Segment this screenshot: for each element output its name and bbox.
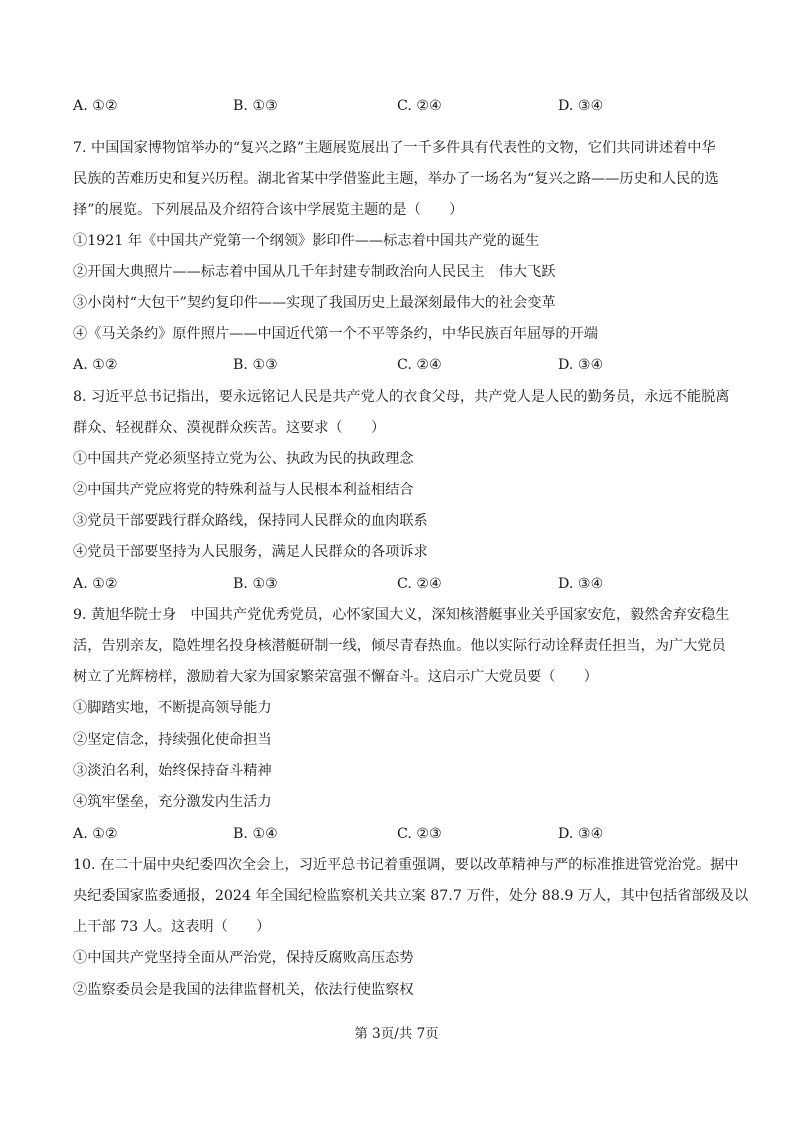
option-b: B. ①③ xyxy=(233,576,278,592)
option-b: B. ①④ xyxy=(233,826,278,842)
option-c: C. ②③ xyxy=(397,826,442,842)
page-footer: 第 3页/共 7页 xyxy=(354,1026,439,1042)
question-stem-line: 8. 习近平总书记指出，要永远铭记人民是共产党人的衣食父母，共产党人是人民的勤务员，永远不能脱离 xyxy=(73,389,730,405)
statement-3: ③淡泊名利，始终保持奋斗精神 xyxy=(73,763,272,779)
question-stem-line: 央纪委国家监委通报，2024 年全国纪检监察机关共立案 87.7 万件，处分 88.9 万人，其中包括省部级及以 xyxy=(73,888,749,904)
statement-1: ①脚踏实地，不断提高领导能力 xyxy=(73,700,272,716)
statement-1: ①中国共产党必须坚持立党为公、执政为民的执政理念 xyxy=(73,451,414,467)
question-stem-line: 7. 中国国家博物馆举办的“复兴之路”主题展览展出了一千多件具有代表性的文物，它们共同讲述着中华 xyxy=(73,140,716,156)
option-b: B. ①③ xyxy=(233,98,278,114)
option-c: C. ②④ xyxy=(397,98,442,114)
question-stem-line: 择”的展览。下列展品及介绍符合该中学展览主题的是（ ） xyxy=(73,202,464,218)
option-c: C. ②④ xyxy=(397,357,442,373)
question-stem-line: 9. 黄旭华院士身 中国共产党优秀党员，心怀家国大义，深知核潜艇事业关乎国家安危，毅然舍弃安稳生 xyxy=(73,607,730,623)
option-a: A. ①② xyxy=(73,98,118,114)
statement-3: ③党员干部要践行群众路线，保持同人民群众的血肉联系 xyxy=(73,513,428,529)
question-stem-line: 上干部 73 人。这表明（ ） xyxy=(73,919,271,935)
statement-2: ②坚定信念，持续强化使命担当 xyxy=(73,732,272,748)
statement-3: ③小岗村“大包干”契约复印件——实现了我国历史上最深刻最伟大的社会变革 xyxy=(73,295,556,311)
option-d: D. ③④ xyxy=(558,826,604,842)
statement-2: ②中国共产党应将党的特殊利益与人民根本利益相结合 xyxy=(73,482,414,498)
statement-1: ①1921 年《中国共产党第一个纲领》影印件——标志着中国共产党的诞生 xyxy=(73,233,540,249)
option-d: D. ③④ xyxy=(558,357,604,373)
statement-4: ④《马关条约》原件照片——中国近代第一个不平等条约，中华民族百年屈辱的开端 xyxy=(73,326,598,342)
statement-2: ②开国大典照片——标志着中国从几千年封建专制政治向人民民主 伟大飞跃 xyxy=(73,264,556,280)
statement-1: ①中国共产党坚持全面从严治党，保持反腐败高压态势 xyxy=(73,950,414,966)
option-d: D. ③④ xyxy=(558,98,604,114)
question-stem-line: 10. 在二十届中央纪委四次全会上，习近平总书记着重强调，要以改革精神与严的标准推进管党治党。据中 xyxy=(73,857,739,873)
statement-2: ②监察委员会是我国的法律监督机关，依法行使监察权 xyxy=(73,982,414,998)
option-d: D. ③④ xyxy=(558,576,604,592)
option-a: A. ①② xyxy=(73,826,118,842)
statement-4: ④党员干部要坚持为人民服务，满足人民群众的各项诉求 xyxy=(73,544,428,560)
question-stem-line: 群众、轻视群众、漠视群众疾苦。这要求（ ） xyxy=(73,420,386,436)
option-c: C. ②④ xyxy=(397,576,442,592)
question-stem-line: 民族的苦难历史和复兴历程。湖北省某中学借鉴此主题，举办了一场名为“复兴之路——历史和人民的选 xyxy=(73,171,719,187)
option-b: B. ①③ xyxy=(233,357,278,373)
option-a: A. ①② xyxy=(73,357,118,373)
statement-4: ④筑牢堡垒，充分激发内生活力 xyxy=(73,794,272,810)
option-a: A. ①② xyxy=(73,576,118,592)
question-stem-line: 活，告别亲友，隐姓埋名投身核潜艇研制一线，倾尽青春热血。他以实际行动诠释责任担当，为广大党员 xyxy=(73,638,726,654)
question-stem-line: 树立了光辉榜样，激励着大家为国家繁荣富强不懈奋斗。这启示广大党员要（ ） xyxy=(73,669,598,685)
